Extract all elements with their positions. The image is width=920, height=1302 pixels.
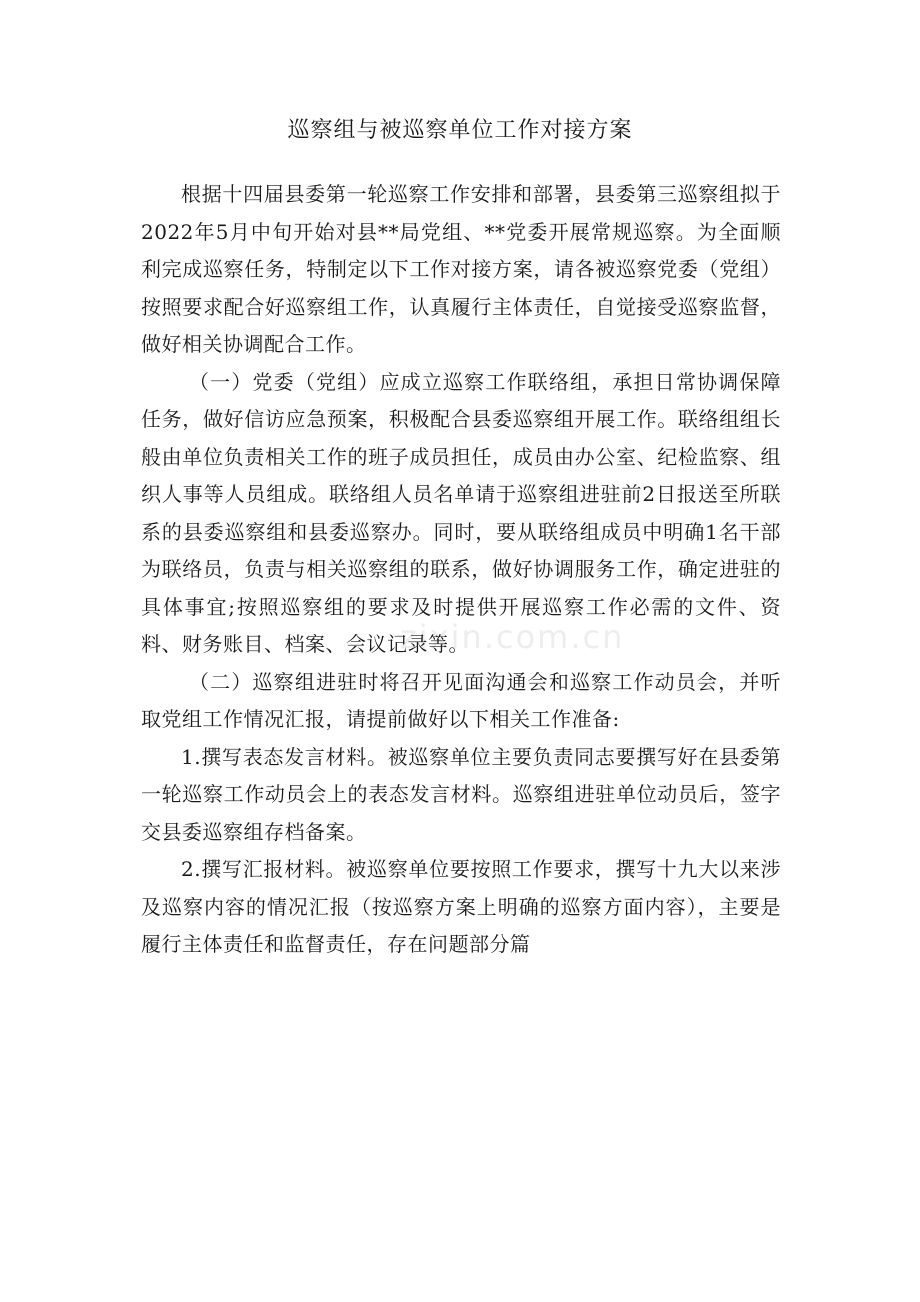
watermark: zixin.com.cn bbox=[400, 618, 625, 656]
paragraph-section-1: （一）党委（党组）应成立巡察工作联络组，承担日常协调保障任务，做好信访应急预案，积极配合县委巡察组开展工作。联络组组长般由单位负责相关工作的班子成员担任，成员由办公室、纪检监察、组织人事等人员组成。联络组人员名单请于巡察组进驻前2日报送至所联系的县委巡察组和县委巡察办。同时，要从联络组成员中明确1名干部为联络员，负责与相关巡察组的联系，做好协调服务工作，确定进驻的具体事宜;按照巡察组的要求及时提供开展巡察工作必需的文件、资料、财务账目、档案、会议记录等。 bbox=[141, 369, 781, 656]
paragraph-section-2: （二）巡察组进驻时将召开见面沟通会和巡察工作动员会，并听取党组工作情况汇报，请提前做好以下相关工作准备: bbox=[141, 669, 781, 731]
paragraph-item-1: 1.撰写表态发言材料。被巡察单位主要负责同志要撰写好在县委第一轮巡察工作动员会上的表态发言材料。巡察组进驻单位动员后，签字交县委巡察组存档备案。 bbox=[141, 744, 781, 844]
paragraph-intro: 根据十四届县委第一轮巡察工作安排和部署，县委第三巡察组拟于2022年5月中旬开始对县**局党组、**党委开展常规巡察。为全面顺利完成巡察任务，特制定以下工作对接方案，请各被巡察党委（党组）按照要求配合好巡察组工作，认真履行主体责任，自觉接受巡察监督，做好相关协调配合工作。 bbox=[141, 182, 781, 356]
document-body bbox=[141, 176, 781, 964]
paragraph-item-2: 2.撰写汇报材料。被巡察单位要按照工作要求，撰写十九大以来涉及巡察内容的情况汇报（按巡察方案上明确的巡察方面内容），主要是履行主体责任和监督责任，存在问题部分篇 bbox=[141, 857, 781, 956]
document-title: 巡察组与被巡察单位工作对接方案 bbox=[287, 118, 633, 143]
